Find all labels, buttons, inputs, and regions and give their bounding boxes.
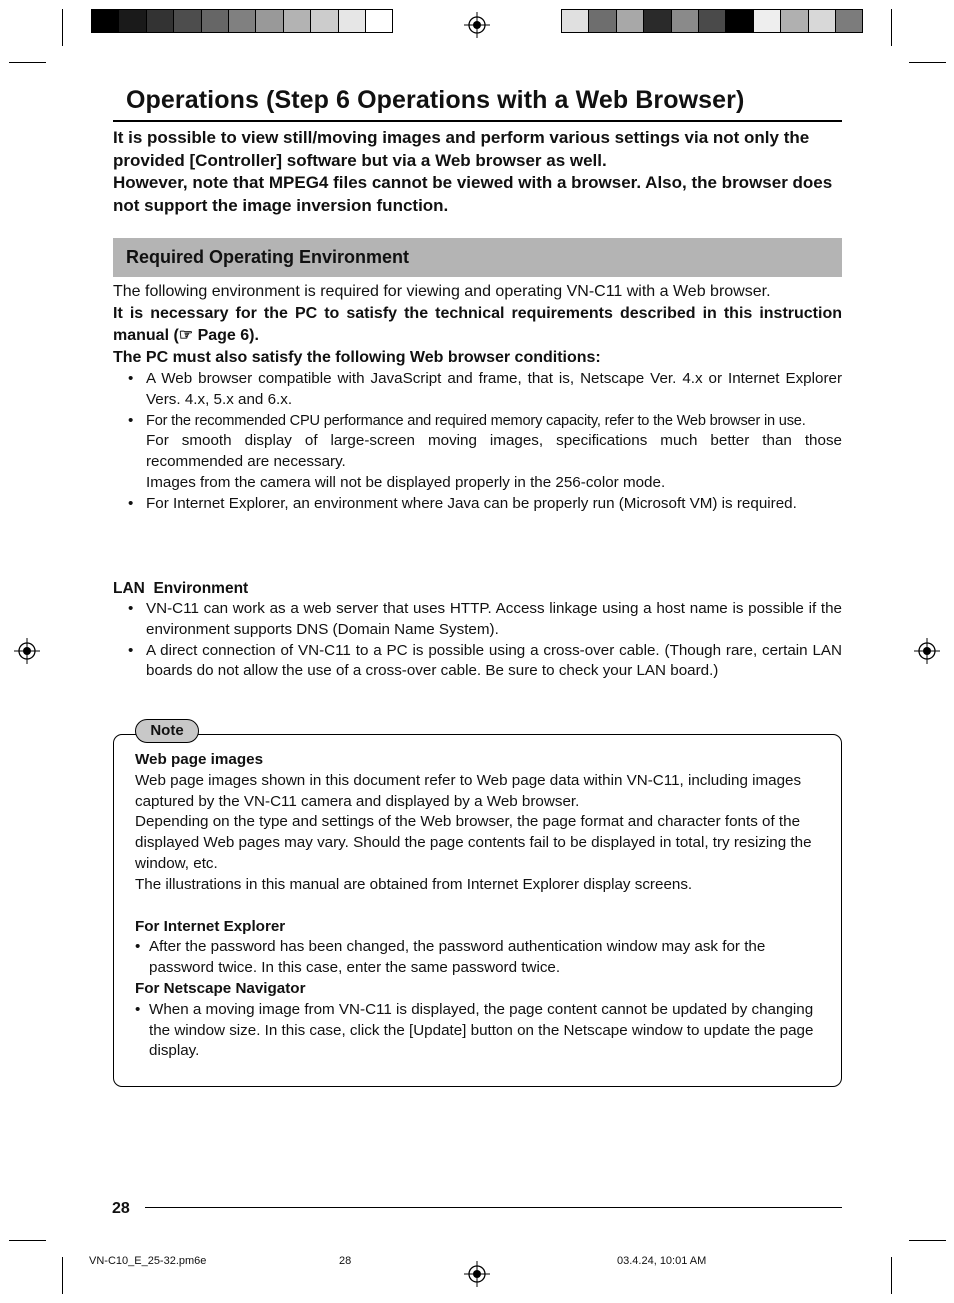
- crop-mark: [9, 1240, 46, 1241]
- registration-mark-icon: [14, 638, 40, 664]
- note-content: [135, 750, 821, 1062]
- color-swatch: [780, 9, 808, 33]
- list-item: • For the recommended CPU performance and required memory capacity, refer to the Web browser in use. For smooth display of large-screen moving images, specifications much better than those recommended are necessary. Images from the camera will not be displayed properly in the 256-color mode.: [128, 411, 842, 491]
- bullet-icon: •: [128, 370, 134, 387]
- slug-page: 28: [339, 1255, 352, 1267]
- list-item: • VN-C11 can work as a web server that uses HTTP. Access linkage using a host name is possible if the environment supports DNS (Domain Name System).: [128, 600, 842, 638]
- crop-mark: [909, 62, 946, 63]
- color-swatch: [283, 9, 311, 33]
- section-heading-bar: [113, 238, 842, 277]
- registration-mark-icon: [464, 1261, 490, 1287]
- lan-list: [113, 599, 842, 682]
- registration-mark-icon: [464, 12, 490, 38]
- page-title: Operations (Step 6 Operations with a Web Browser): [126, 86, 745, 114]
- bullet-icon: •: [135, 1000, 141, 1018]
- crop-mark: [891, 9, 892, 46]
- browser-conditions-list: [113, 369, 842, 515]
- bullet-icon: •: [128, 411, 134, 429]
- lan-heading: LAN Environment: [113, 580, 249, 597]
- color-swatch: [753, 9, 781, 33]
- slug-filename: VN-C10_E_25-32.pm6e: [89, 1255, 207, 1267]
- color-swatch: [173, 9, 201, 33]
- color-swatch: [338, 9, 366, 33]
- requirements-line: It is necessary for the PC to satisfy the technical requirements described in this instruction manual (☞ Page 6).: [113, 305, 842, 344]
- note-label: Note: [135, 719, 199, 743]
- color-swatch: [91, 9, 119, 33]
- page-number: 28: [112, 1200, 130, 1217]
- intro-paragraph: It is possible to view still/moving images and perform various settings via not only the provided [Controller] software but via a Web browser as well.: [113, 128, 810, 170]
- color-swatch: [725, 9, 753, 33]
- list-item: • A Web browser compatible with JavaScript and frame, that is, Netscape Ver. 4.x or Internet Explorer Vers. 4.x, 5.x and 6.x.: [128, 370, 842, 408]
- section-heading: Required Operating Environment: [126, 247, 410, 267]
- color-swatch: [201, 9, 229, 33]
- bullet-icon: •: [128, 600, 134, 617]
- bullet-icon: •: [128, 641, 134, 659]
- color-swatch: [146, 9, 174, 33]
- slug-timestamp: 03.4.24, 10:01 AM: [617, 1255, 707, 1267]
- list-item: • For Internet Explorer, an environment where Java can be properly run (Microsoft VM) is required.: [113, 494, 842, 515]
- requirements-line: The PC must also satisfy the following Web browser conditions:: [113, 349, 601, 366]
- color-swatch: [118, 9, 146, 33]
- color-swatch: [365, 9, 393, 33]
- color-swatch: [671, 9, 699, 33]
- color-swatch: [808, 9, 836, 33]
- intro-text: [113, 127, 842, 217]
- intro-paragraph: However, note that MPEG4 files cannot be viewed with a browser. Also, the browser does not support the image inversion function.: [113, 173, 833, 215]
- list-item: • A direct connection of VN-C11 to a PC is possible using a cross-over cable. (Though rare, certain LAN boards do not allow the use of a cross-over cable. Be sure to check your LAN board.): [128, 641, 842, 680]
- crop-mark: [891, 1257, 892, 1294]
- footer-rule: [145, 1207, 842, 1208]
- note-subheading: For Netscape Navigator: [135, 979, 306, 997]
- note-paragraph: Depending on the type and settings of the Web browser, the page format and character fonts of the displayed Web pages may vary. Should the page contents fail to be displayed in total, try resizing the window, etc.: [135, 813, 812, 872]
- registration-mark-icon: [914, 638, 940, 664]
- bullet-icon: •: [135, 938, 141, 956]
- note-paragraph: The illustrations in this manual are obtained from Internet Explorer display screens.: [135, 875, 693, 893]
- color-swatch: [561, 9, 589, 33]
- color-swatch: [588, 9, 616, 33]
- crop-mark: [9, 62, 46, 63]
- note-paragraph: Web page images shown in this document refer to Web page data within VN-C11, including images captured by the VN-C11 camera and displayed by a Web browser.: [135, 771, 802, 810]
- list-item: • After the password has been changed, the password authentication window may ask for the password twice. In this case, enter the same password twice.: [135, 938, 766, 977]
- list-item: • When a moving image from VN-C11 is displayed, the page content cannot be updated by changing the window size. In this case, click the [Update] button on the Netscape window to update the page display.: [135, 1000, 814, 1060]
- bullet-icon: •: [128, 494, 134, 512]
- requirements-line: The following environment is required for viewing and operating VN-C11 with a Web browser.: [113, 283, 771, 300]
- crop-mark: [909, 1240, 946, 1241]
- color-swatch: [643, 9, 671, 33]
- note-subheading: For Internet Explorer: [135, 917, 286, 935]
- lan-environment: [113, 578, 842, 682]
- crop-mark: [62, 9, 63, 46]
- color-swatch: [698, 9, 726, 33]
- color-swatch: [255, 9, 283, 33]
- color-swatch: [835, 9, 863, 33]
- crop-mark: [62, 1257, 63, 1294]
- note-subheading: Web page images: [135, 751, 264, 768]
- requirements-text: [113, 281, 842, 515]
- color-swatch: [228, 9, 256, 33]
- color-swatch: [310, 9, 338, 33]
- color-swatch: [616, 9, 644, 33]
- title-underline: [113, 120, 842, 122]
